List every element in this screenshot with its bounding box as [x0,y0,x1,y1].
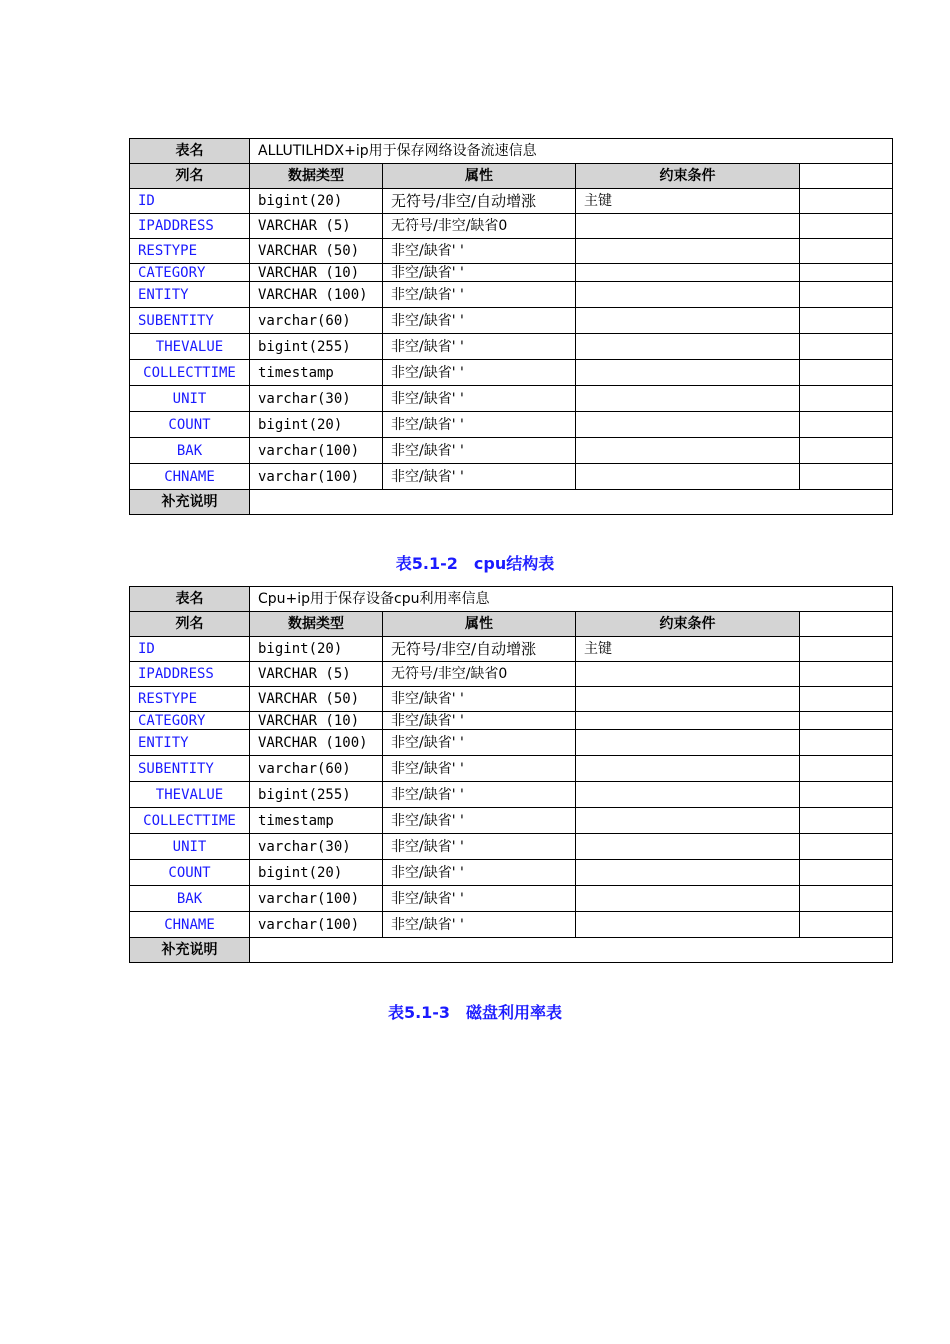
constraint [576,214,800,239]
table-name-row [130,587,893,612]
constraint: 主键 [576,189,800,214]
column-name: THEVALUE [130,782,250,808]
header-extra-cell [800,612,893,637]
column-name: CHNAME [130,912,250,938]
data-type: bigint(255) [250,334,383,360]
header-data-type: 数据类型 [250,612,383,637]
data-type: VARCHAR (5) [250,214,383,239]
column-name: IPADDRESS [130,214,250,239]
header-column-name: 列名 [130,612,250,637]
attribute: 非空/缺省' ' [383,712,576,730]
attribute: 非空/缺省' ' [383,264,576,282]
column-header-row [130,164,893,189]
column-name: COLLECTTIME [130,808,250,834]
extra-cell [800,239,893,264]
attribute: 无符号/非空/自动增涨 [383,637,576,662]
table-row [130,334,893,360]
column-name: BAK [130,438,250,464]
table-row [130,264,893,282]
notes-row [130,938,893,963]
constraint: 主键 [576,637,800,662]
constraint [576,464,800,490]
table-name-row [130,139,893,164]
table-row [130,464,893,490]
table-row [130,239,893,264]
extra-cell [800,438,893,464]
extra-cell [800,214,893,239]
data-type: varchar(30) [250,386,383,412]
attribute: 非空/缺省' ' [383,308,576,334]
column-name: SUBENTITY [130,308,250,334]
column-name: UNIT [130,386,250,412]
column-name: ID [130,189,250,214]
table-row [130,189,893,214]
constraint [576,264,800,282]
data-type: VARCHAR (5) [250,662,383,687]
table-row [130,308,893,334]
attribute: 无符号/非空/缺省0 [383,214,576,239]
attribute: 非空/缺省' ' [383,730,576,756]
column-name: ID [130,637,250,662]
header-column-name: 列名 [130,164,250,189]
attribute: 非空/缺省' ' [383,912,576,938]
extra-cell [800,386,893,412]
attribute: 无符号/非空/缺省0 [383,662,576,687]
constraint [576,808,800,834]
data-type: varchar(100) [250,464,383,490]
constraint [576,782,800,808]
extra-cell [800,464,893,490]
extra-cell [800,756,893,782]
extra-cell [800,282,893,308]
extra-cell [800,834,893,860]
column-name: IPADDRESS [130,662,250,687]
constraint [576,239,800,264]
attribute: 非空/缺省' ' [383,782,576,808]
data-type: bigint(20) [250,860,383,886]
attribute: 非空/缺省' ' [383,386,576,412]
table-name-label: 表名 [130,139,250,164]
table-row [130,637,893,662]
extra-cell [800,912,893,938]
header-attribute: 属性 [383,612,576,637]
data-type: VARCHAR (50) [250,687,383,712]
constraint [576,730,800,756]
data-type: varchar(60) [250,308,383,334]
table-name-value: ALLUTILHDX+ip用于保存网络设备流速信息 [250,139,893,164]
extra-cell [800,886,893,912]
data-type: bigint(20) [250,189,383,214]
table-row [130,214,893,239]
extra-cell [800,334,893,360]
data-type: bigint(20) [250,637,383,662]
notes-value [250,490,893,515]
constraint [576,912,800,938]
column-name: BAK [130,886,250,912]
constraint [576,662,800,687]
table-row [130,662,893,687]
column-name: THEVALUE [130,334,250,360]
attribute: 非空/缺省' ' [383,687,576,712]
column-name: COLLECTTIME [130,360,250,386]
table-row [130,412,893,438]
header-data-type: 数据类型 [250,164,383,189]
data-type: timestamp [250,360,383,386]
column-name: CATEGORY [130,712,250,730]
column-name: RESTYPE [130,239,250,264]
constraint [576,860,800,886]
extra-cell [800,412,893,438]
constraint [576,438,800,464]
notes-value [250,938,893,963]
extra-cell [800,189,893,214]
attribute: 非空/缺省' ' [383,282,576,308]
data-type: varchar(100) [250,438,383,464]
table-name-value: Cpu+ip用于保存设备cpu利用率信息 [250,587,893,612]
column-name: COUNT [130,412,250,438]
attribute: 非空/缺省' ' [383,334,576,360]
table-row [130,912,893,938]
notes-row [130,490,893,515]
constraint [576,360,800,386]
data-type: varchar(100) [250,912,383,938]
attribute: 非空/缺省' ' [383,239,576,264]
extra-cell [800,860,893,886]
data-type: VARCHAR (100) [250,730,383,756]
constraint [576,756,800,782]
data-type: varchar(100) [250,886,383,912]
header-extra-cell [800,164,893,189]
data-type: VARCHAR (10) [250,264,383,282]
extra-cell [800,662,893,687]
column-name: ENTITY [130,282,250,308]
column-name: CATEGORY [130,264,250,282]
data-type: bigint(20) [250,412,383,438]
extra-cell [800,308,893,334]
column-name: SUBENTITY [130,756,250,782]
extra-cell [800,782,893,808]
table-row [130,730,893,756]
table-row [130,687,893,712]
table-row [130,438,893,464]
constraint [576,334,800,360]
header-attribute: 属性 [383,164,576,189]
extra-cell [800,360,893,386]
notes-label: 补充说明 [130,490,250,515]
table-row [130,386,893,412]
attribute: 非空/缺省' ' [383,808,576,834]
data-type: timestamp [250,808,383,834]
constraint [576,712,800,730]
attribute: 非空/缺省' ' [383,860,576,886]
extra-cell [800,730,893,756]
table-row [130,860,893,886]
column-name: CHNAME [130,464,250,490]
table-row [130,360,893,386]
table-row [130,886,893,912]
column-header-row [130,612,893,637]
table-allutilhdx [129,138,893,515]
table-caption: 表5.1-2 cpu结构表 [395,554,555,573]
extra-cell [800,687,893,712]
attribute: 无符号/非空/自动增涨 [383,189,576,214]
table-cpu [129,586,893,963]
constraint [576,282,800,308]
table-row [130,712,893,730]
column-name: RESTYPE [130,687,250,712]
attribute: 非空/缺省' ' [383,438,576,464]
constraint [576,308,800,334]
column-name: UNIT [130,834,250,860]
table-row [130,282,893,308]
attribute: 非空/缺省' ' [383,756,576,782]
constraint [576,412,800,438]
data-type: bigint(255) [250,782,383,808]
table-row [130,808,893,834]
table-row [130,756,893,782]
data-type: varchar(30) [250,834,383,860]
data-type: VARCHAR (100) [250,282,383,308]
constraint [576,834,800,860]
extra-cell [800,264,893,282]
data-type: VARCHAR (10) [250,712,383,730]
column-name: COUNT [130,860,250,886]
header-constraint: 约束条件 [576,164,800,189]
table-caption: 表5.1-3 磁盘利用率表 [387,1003,563,1022]
notes-label: 补充说明 [130,938,250,963]
constraint [576,886,800,912]
attribute: 非空/缺省' ' [383,886,576,912]
attribute: 非空/缺省' ' [383,360,576,386]
extra-cell [800,712,893,730]
data-type: varchar(60) [250,756,383,782]
header-constraint: 约束条件 [576,612,800,637]
constraint [576,386,800,412]
extra-cell [800,637,893,662]
table-row [130,782,893,808]
table-row [130,834,893,860]
data-type: VARCHAR (50) [250,239,383,264]
attribute: 非空/缺省' ' [383,412,576,438]
constraint [576,687,800,712]
attribute: 非空/缺省' ' [383,834,576,860]
column-name: ENTITY [130,730,250,756]
extra-cell [800,808,893,834]
table-name-label: 表名 [130,587,250,612]
attribute: 非空/缺省' ' [383,464,576,490]
